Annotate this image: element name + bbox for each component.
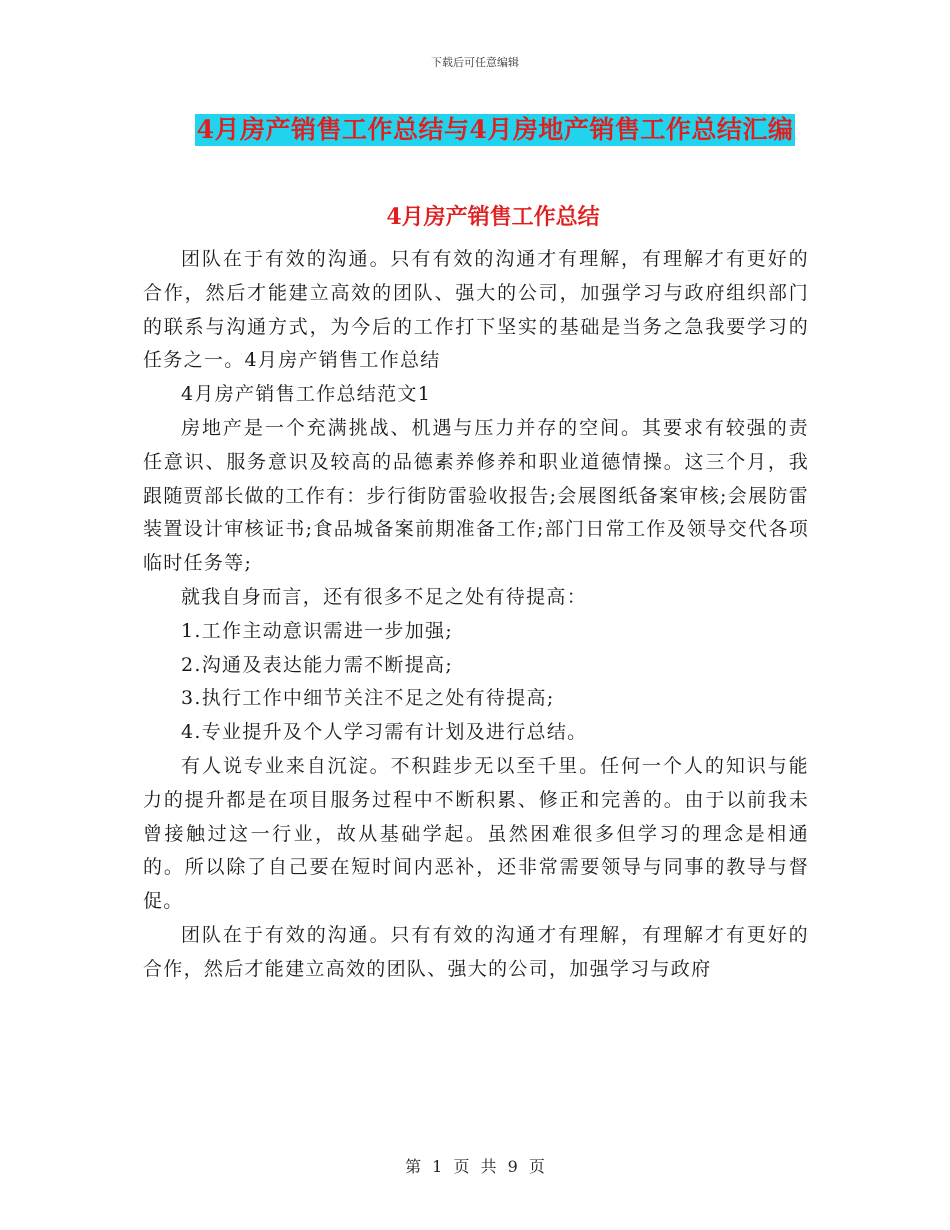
- page-number-footer: 第 1 页 共 9 页: [405, 1157, 545, 1176]
- list-item: 1.工作主动意识需进一步加强;: [181, 619, 454, 642]
- section-title: 4月房产销售工作总结: [386, 204, 600, 230]
- page-header-note: 下载后可任意编辑: [431, 56, 519, 69]
- paragraph: 团队在于有效的沟通。只有有效的沟通才有理解，有理解才有更好的合作，然后才能建立高效的团队、强大的公司，加强学习与政府组织部门的联系与沟通方式，为今后的工作打下坚实的基础是当务之急我要学习的任务之一。4月房产销售工作总结: [143, 248, 809, 372]
- paragraph: 就我自身而言，还有很多不足之处有待提高：: [181, 585, 588, 608]
- document-body: [143, 243, 809, 987]
- document-title: 4月房产销售工作总结与4月房地产销售工作总结汇编: [196, 115, 794, 144]
- list-item: 2.沟通及表达能力需不断提高;: [181, 653, 454, 676]
- document-title-container: [0, 114, 950, 146]
- paragraph: 有人说专业来自沉淀。不积跬步无以至千里。任何一个人的知识与能力的提升都是在项目服务过程中不断积累、修正和完善的。由于以前我未曾接触过这一行业，故从基础学起。虽然困难很多但学习的理念是相通的。所以除了自己要在短时间内恶补，还非常需要领导与同事的教导与督促。: [143, 754, 809, 913]
- paragraph: 4月房产销售工作总结范文1: [181, 383, 432, 406]
- list-item: 4.专业提升及个人学习需有计划及进行总结。: [181, 721, 588, 744]
- list-item: 3.执行工作中细节关注不足之处有待提高;: [181, 687, 555, 710]
- paragraph: 房地产是一个充满挑战、机遇与压力并存的空间。其要求有较强的责任意识、服务意识及较高的品德素养修养和职业道德情操。这三个月，我跟随贾部长做的工作有：步行街防雷验收报告;会展图纸备案审核;会展防雷装置设计审核证书;食品城备案前期准备工作;部门日常工作及领导交代各项临时任务等;: [143, 416, 809, 575]
- paragraph: 团队在于有效的沟通。只有有效的沟通才有理解，有理解才有更好的合作，然后才能建立高效的团队、强大的公司，加强学习与政府: [143, 923, 809, 980]
